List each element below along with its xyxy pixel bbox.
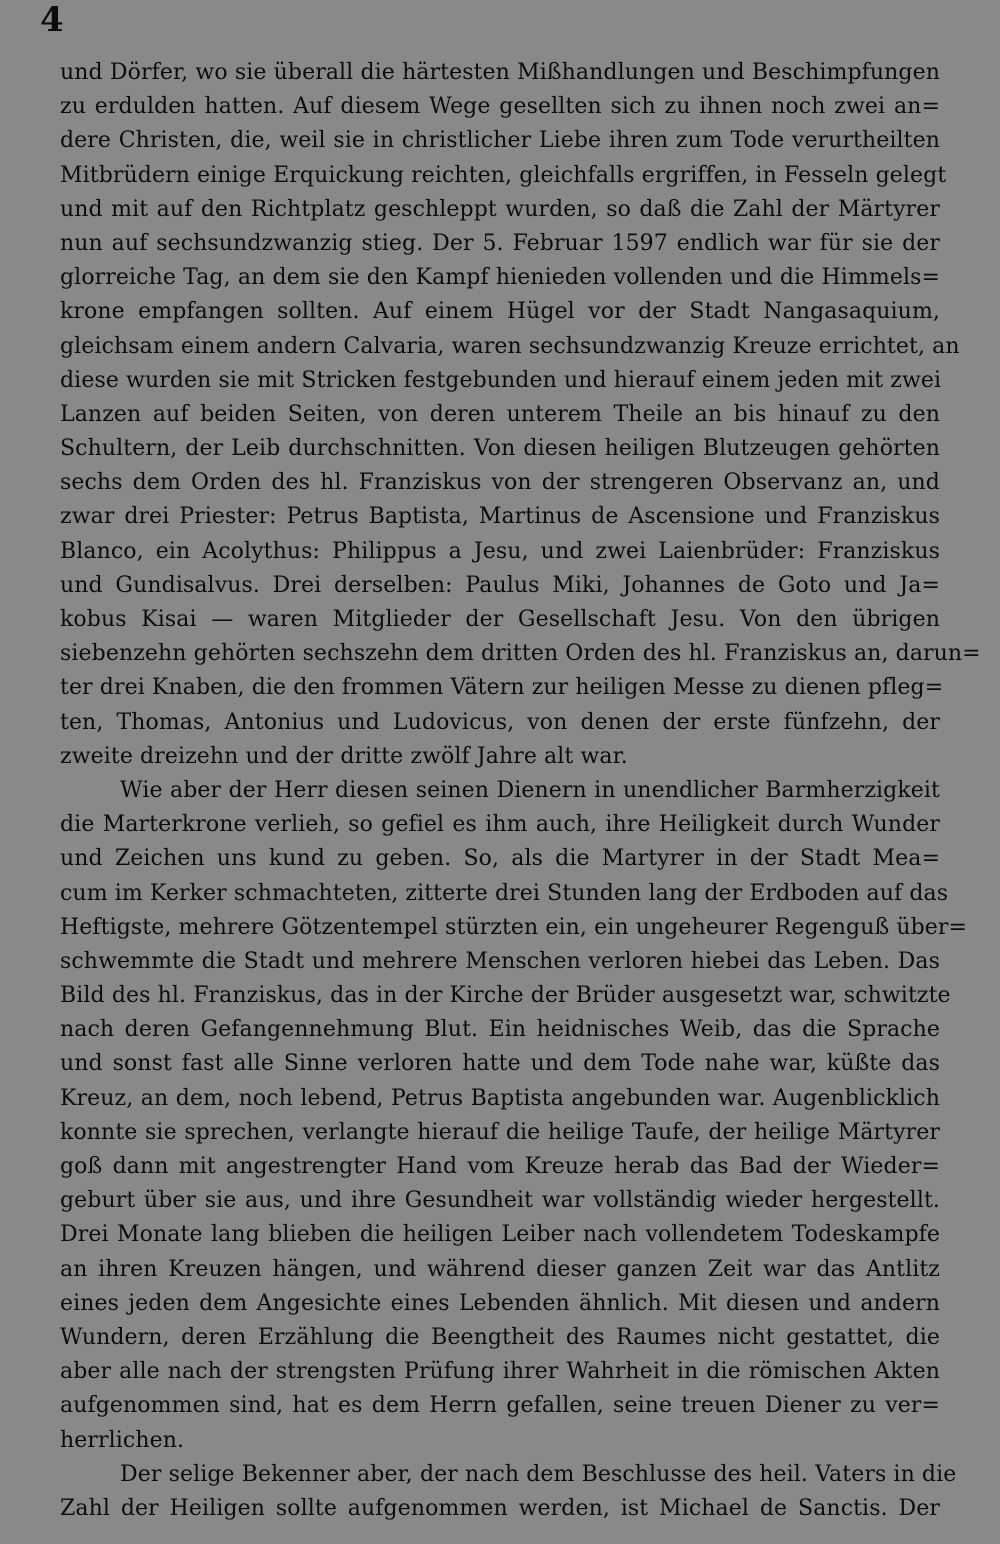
text-line: dere Christen, die, weil sie in christlicher Liebe ihren zum Tode verurtheilten — [60, 128, 940, 154]
text-line: und Gundisalvus. Drei derselben: Paulus Miki, Johannes de Goto und Ja= — [60, 572, 940, 598]
text-line: kobus Kisai — waren Mitglieder der Gesellschaft Jesu. Von den übrigen — [60, 607, 940, 632]
paragraph-start-line: Wie aber der Herr diesen seinen Dienern in unendlicher Barmherzigkeit — [120, 777, 940, 803]
text-line: und Zeichen uns kund zu geben. So, als die Martyrer in der Stadt Mea= — [60, 846, 940, 872]
text-line: an ihren Kreuzen hängen, und während dieser ganzen Zeit war das Antlitz — [60, 1256, 940, 1282]
text-line: nach deren Gefangennehmung Blut. Ein heidnisches Weib, das die Sprache — [60, 1017, 940, 1043]
text-line: glorreiche Tag, an dem sie den Kampf hienieden vollenden und die Himmels= — [60, 265, 940, 291]
text-line: schwemmte die Stadt und mehrere Menschen verloren hiebei das Leben. Das — [60, 948, 940, 974]
text-line: und sonst fast alle Sinne verloren hatte und dem Tode nahe war, küßte das — [60, 1051, 940, 1077]
text-line: sechs dem Orden des hl. Franziskus von der strengeren Observanz an, und — [60, 470, 940, 496]
text-line: Bild des hl. Franziskus, das in der Kirche der Brüder ausgesetzt war, schwitzte — [60, 983, 951, 1009]
text-line: Zahl der Heiligen sollte aufgenommen werden, ist Michael de Sanctis. Der — [60, 1495, 940, 1521]
paragraph-start-line: Der selige Bekenner aber, der nach dem Beschlusse des heil. Vaters in die — [120, 1461, 957, 1487]
text-line: Lanzen auf beiden Seiten, von deren unterem Theile an bis hinauf zu den — [60, 401, 940, 427]
text-line: nun auf sechsundzwanzig stieg. Der 5. Februar 1597 endlich war für sie der — [60, 230, 940, 256]
text-line: und Dörfer, wo sie überall die härtesten Mißhandlungen und Beschimpfungen — [60, 60, 940, 85]
page-number: 4 — [40, 0, 64, 40]
text-line: Schultern, der Leib durchschnitten. Von diesen heiligen Blutzeugen gehörten — [60, 436, 940, 462]
text-line: Mitbrüdern einige Erquickung reichten, gleichfalls ergriffen, in Fesseln gelegt — [60, 162, 947, 188]
text-line: Heftigste, mehrere Götzentempel stürzten ein, ein ungeheurer Regenguß über= — [60, 914, 968, 940]
text-line: Kreuz, an dem, noch lebend, Petrus Baptista angebunden war. Augenblicklich — [60, 1085, 940, 1111]
text-line: cum im Kerker schmachteten, zitterte drei Stunden lang der Erdboden auf das — [60, 880, 949, 906]
text-line: aber alle nach der strengsten Prüfung ihrer Wahrheit in die römischen Akten — [60, 1359, 940, 1385]
text-line: geburt über sie aus, und ihre Gesundheit war vollständig wieder hergestellt. — [60, 1188, 940, 1214]
text-line: krone empfangen sollten. Auf einem Hügel vor der Stadt Nangasaquium, — [60, 299, 940, 325]
text-line: Drei Monate lang blieben die heiligen Leiber nach vollendetem Todeskampfe — [60, 1222, 940, 1248]
text-line: diese wurden sie mit Stricken festgebunden und hierauf einem jeden mit zwei — [60, 367, 942, 393]
text-line: und mit auf den Richtplatz geschleppt wurden, so daß die Zahl der Märtyrer — [60, 196, 940, 222]
text-line: siebenzehn gehörten sechszehn dem dritten Orden des hl. Franziskus an, darun= — [60, 641, 981, 667]
text-line: Wundern, deren Erzählung die Beengtheit des Raumes nicht gestattet, die — [60, 1324, 940, 1350]
paragraph-end-line: herrlichen. — [60, 1427, 185, 1453]
text-line: ten, Thomas, Antonius und Ludovicus, von denen der erste fünfzehn, der — [60, 709, 940, 735]
text-line: zu erdulden hatten. Auf diesem Wege gesellten sich zu ihnen noch zwei an= — [60, 94, 940, 120]
text-line: goß dann mit angestrengter Hand vom Kreuze herab das Bad der Wieder= — [60, 1154, 940, 1179]
text-line: die Marterkrone verlieh, so gefiel es ihm auch, ihre Heiligkeit durch Wunder — [60, 812, 940, 838]
text-line: konnte sie sprechen, verlangte hierauf die heilige Taufe, der heilige Märtyrer — [60, 1119, 940, 1145]
paragraph-end-line: zweite dreizehn und der dritte zwölf Jahre alt war. — [60, 743, 628, 769]
text-line: zwar drei Priester: Petrus Baptista, Martinus de Ascensione und Franziskus — [60, 504, 940, 530]
text-line: ter drei Knaben, die den frommen Vätern zur heiligen Messe zu dienen pfleg= — [60, 675, 944, 701]
text-line: aufgenommen sind, hat es dem Herrn gefallen, seine treuen Diener zu ver= — [60, 1393, 940, 1419]
text-line: Blanco, ein Acolythus: Philippus a Jesu, und zwei Laienbrüder: Franziskus — [60, 538, 940, 564]
text-line: gleichsam einem andern Calvaria, waren sechsundzwanzig Kreuze errichtet, an — [60, 333, 960, 359]
body-text — [60, 56, 981, 1526]
text-line: eines jeden dem Angesichte eines Lebenden ähnlich. Mit diesen und andern — [60, 1290, 940, 1316]
